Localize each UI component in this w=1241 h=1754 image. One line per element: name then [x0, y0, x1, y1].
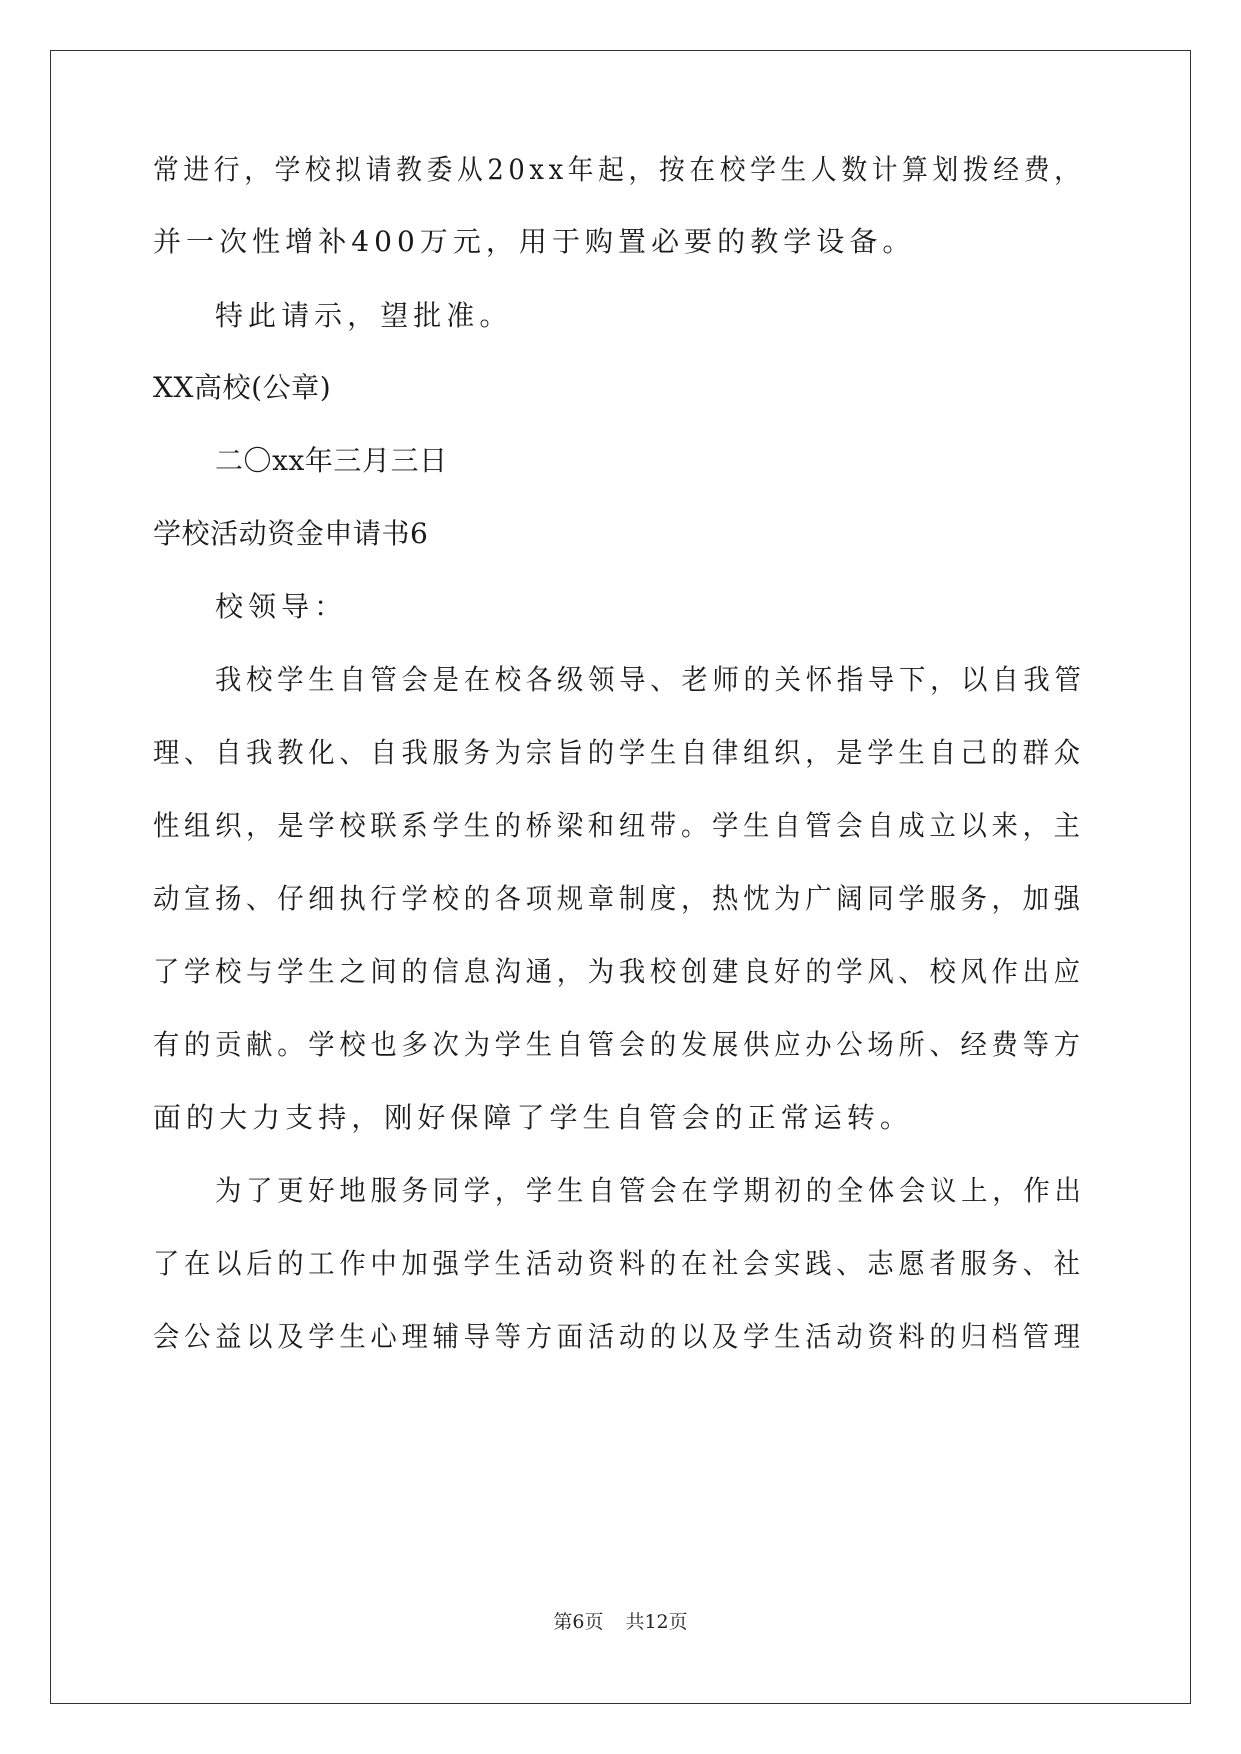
section-title: 学校活动资金申请书6	[153, 517, 429, 550]
text-line: 特此请示，望批准。	[215, 299, 513, 332]
text-line: 常进行，学校拟请教委从20xx年起，按在校学生人数计算划拨经费，	[153, 153, 1085, 186]
text-line: 为了更好地服务同学，学生自管会在学期初的全体会议上，作出	[215, 1174, 1086, 1207]
text-line: 有的贡献。学校也多次为学生自管会的发展供应办公场所、经费等方	[153, 1028, 1085, 1061]
page-footer	[0, 1610, 1241, 1634]
text-line: 动宣扬、仔细执行学校的各项规章制度，热忱为广阔同学服务，加强	[153, 882, 1085, 915]
text-line: 性组织，是学校联系学生的桥梁和纽带。学生自管会自成立以来，主	[153, 809, 1085, 842]
text-line: 了在以后的工作中加强学生活动资料的在社会实践、志愿者服务、社	[153, 1247, 1085, 1280]
page-total: 共12页	[625, 1611, 688, 1633]
page-number: 第6页	[553, 1611, 604, 1633]
text-line: 会公益以及学生心理辅导等方面活动的以及学生活动资料的归档管理	[153, 1320, 1085, 1353]
text-line: 面的大力支持，刚好保障了学生自管会的正常运转。	[153, 1101, 913, 1134]
signature-line: XX高校(公章)	[153, 371, 332, 404]
text-line: 我校学生自管会是在校各级领导、老师的关怀指导下，以自我管	[215, 663, 1086, 696]
text-line: 了学校与学生之间的信息沟通，为我校创建良好的学风、校风作出应	[153, 955, 1085, 988]
text-line: 并一次性增补400万元，用于购置必要的教学设备。	[153, 225, 916, 258]
date-line: 二〇xx年三月三日	[215, 444, 448, 477]
text-line: 理、自我教化、自我服务为宗旨的学生自律组织，是学生自己的群众	[153, 736, 1085, 769]
salutation: 校领导：	[215, 590, 348, 623]
